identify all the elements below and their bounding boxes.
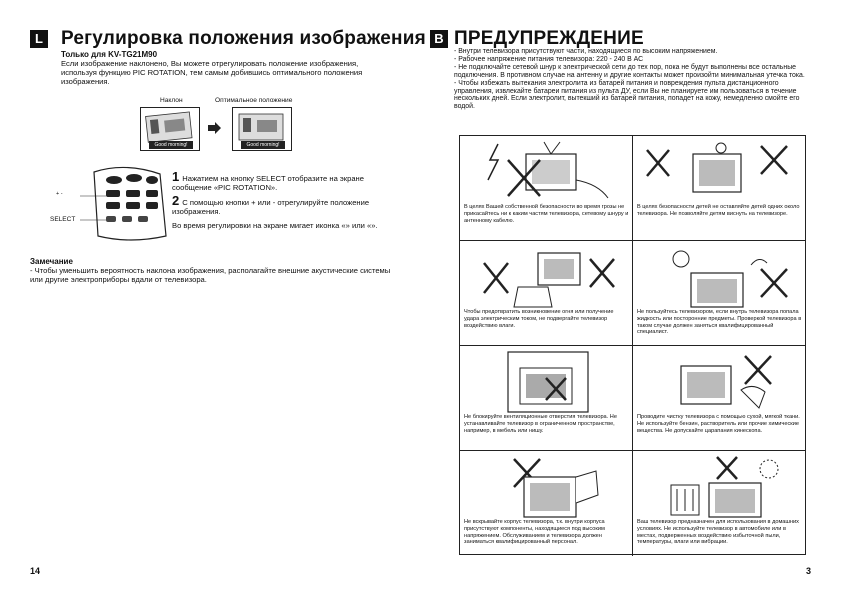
safety-cell-lightning (460, 136, 633, 241)
safety-cell-text: Проводите чистку телевизора с помощью сухой, мягкой ткани. Не используйте бензин, растворитель или прочие химические вещества. Не допускайте царапания кинескопа. (637, 414, 800, 434)
safety-cell-text: Ваш телевизор предназначен для использования в домашних условиях. Не используйте телевизор в автомобиле или в местах, подверженных воздействию избыточной пыли, температуры, влаги или вибрации. (637, 519, 799, 546)
page-number-left: 14 (30, 566, 41, 576)
safety-cell-cleaning (633, 346, 806, 451)
safety-illustration-grid (459, 135, 806, 555)
select-label: SELECT (50, 216, 76, 223)
lightning-tv-icon (468, 140, 624, 204)
optimal-label: Оптимальное положение (215, 97, 293, 104)
note-title: Замечание (30, 257, 73, 266)
step-2-extra-text: Во время регулировки на экране мигает иконка «» или «». (172, 221, 378, 230)
tilted-screen-illustration (140, 107, 200, 151)
step-1-text: Нажатием на кнопку SELECT отобразите на экране сообщение «PIC ROTATION». (172, 174, 364, 192)
page-number-right: 3 (806, 566, 812, 576)
step-2-extra (172, 221, 392, 230)
tilt-label: Наклон (160, 97, 183, 104)
child-climbing-tv-icon (641, 140, 797, 204)
optimal-screen-illustration (232, 107, 292, 151)
section-badge-b: B (430, 30, 448, 48)
remote-control-icon (80, 166, 170, 242)
warning-item: - Не подключайте сетевой шнур к электрической сети до тех пор, пока не будут выполнены все остальные подключения. В противном случае на антенну и другие контакты может произойти минимальная утечка тока. (454, 63, 805, 79)
intro-text: Если изображение наклонено, Вы можете отрегулировать положение изображения, используя функцию PIC ROTATION, тем самым добившись оптимального положения изображения. (61, 59, 363, 86)
remote-control-illustration (80, 166, 170, 242)
step-2-number: 2 (172, 193, 180, 208)
safety-cell-text: Чтобы предотвратить возникновение огня или получение удара электрическим током, не подвергайте телевизор воздействию влаги. (464, 309, 614, 329)
safety-cell-liquid (633, 241, 806, 346)
safety-cell-text: Не пользуйтесь телевизором, если внутрь телевизора попала жидкость или посторонние предметы. Проверкой телевизора в таком случае должен заняться квалифицированный специалист. (637, 309, 802, 336)
warning-item: - Внутри телевизора присутствуют части, находящиеся по высоким напряжением. (454, 48, 718, 55)
safety-cell-text: В целях безопасности детей не оставляйте детей одних около телевизора. Не позволяйте детям виснуть на телевизоре. (637, 204, 800, 217)
page-title-right: ПРЕДУПРЕЖДЕНИЕ (454, 28, 644, 49)
warning-item: - Чтобы избежать вытекания электролита из батарей питания и повреждения пульта дистанционного управления, извлекайте батареи питания из пульта ДУ, если Вы не планируете им пользоваться в течение нескольких дней. Если электролит, вытекший из батарей питания, попадет на кожу, немедленно смойте его водой. (454, 79, 800, 111)
warning-item: - Рабочее напряжение питания телевизора: 220 - 240 В АС (454, 55, 644, 63)
safety-cell-ventilation (460, 346, 633, 451)
arrow-right-icon (208, 122, 222, 134)
step-2-text: С помощью кнопки + или - отрегулируйте положение изображения. (172, 198, 370, 216)
tv-in-cabinet-icon (468, 350, 624, 414)
open-case-tv-icon (468, 455, 624, 519)
safety-cell-text: В целях Вашей собственной безопасности во время грозы не прикасайтесь ни к каким частям телевизора, сетевому шнуру и антенному кабелю. (464, 204, 629, 224)
safety-cell-environment (633, 451, 806, 556)
step-1-number: 1 (172, 169, 180, 184)
rain-tv-icon (468, 245, 624, 309)
step-2 (172, 193, 392, 216)
note-text: - Чтобы уменьшить вероятность наклона изображения, располагайте внешние акустические системы или другие электроприборы вдали от телевизора. (30, 266, 391, 284)
safety-cell-text: Не вскрывайте корпус телевизора, т.к. внутри корпуса присутствуют компоненты, находящиеся под высоким напряжением. Обслуживанием и телевизора должен заниматься квалифицированный персонал. (464, 519, 605, 546)
section-badge-l: L (30, 30, 48, 48)
screen-caption-optimal: Good morning! (241, 141, 285, 149)
step-1 (172, 169, 392, 192)
warning-list (454, 48, 814, 111)
safety-cell-text: Не блокируйте вентиляционные отверстия телевизора. Не устанавливайте телевизор в ограниченном пространстве, например, в мебель или нишу. (464, 414, 617, 434)
cleaning-tv-icon (641, 350, 797, 414)
safety-cell-open-case (460, 451, 633, 556)
safety-cell-moisture (460, 241, 633, 346)
liquid-spill-tv-icon (641, 245, 797, 309)
page-title-left: Регулировка положения изображения (61, 28, 426, 49)
heat-dust-tv-icon (641, 455, 797, 519)
model-label: Только для KV-TG21M90 (61, 50, 158, 59)
safety-cell-children (633, 136, 806, 241)
plus-minus-label: + - (56, 191, 63, 197)
screen-caption-tilted: Good morning! (149, 141, 193, 149)
